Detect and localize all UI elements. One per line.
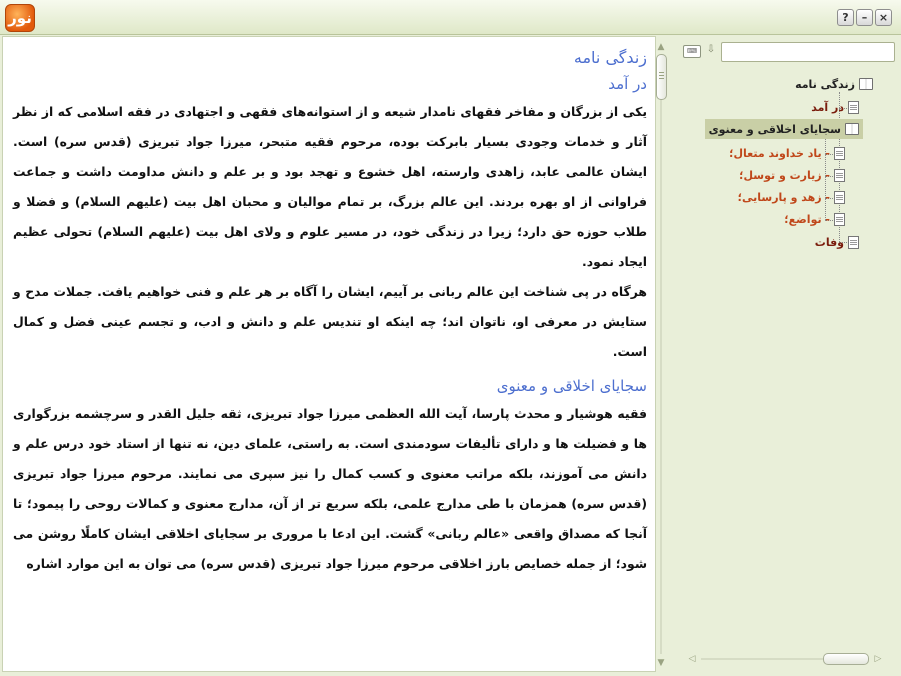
document-icon xyxy=(848,236,859,249)
keyboard-icon[interactable]: ⌨ xyxy=(683,45,701,58)
horizontal-scrollbar[interactable] xyxy=(687,652,885,666)
scroll-down-arrow-icon[interactable]: ▼ xyxy=(657,658,665,668)
book-icon xyxy=(845,123,859,135)
table-of-contents-tree xyxy=(675,36,897,636)
section-heading: سجایای اخلاقی و معنوی xyxy=(496,377,647,395)
tree-item-yad-khoda[interactable] xyxy=(729,145,845,161)
tree-node-label: زندگی نامه xyxy=(795,77,855,91)
sidebar xyxy=(675,36,897,670)
tree-root-zendegi-nameh[interactable] xyxy=(795,76,873,92)
tree-node-label: - یاد خداوند متعال؛ xyxy=(729,146,830,160)
title-bar xyxy=(0,0,901,35)
tree-node-label: - زهد و پارسایی؛ xyxy=(737,190,830,204)
tree-node-label: - تواضع؛ xyxy=(784,212,830,226)
download-arrow-icon[interactable]: ⇩ xyxy=(706,44,716,55)
document-title: زندگی نامه xyxy=(573,48,647,67)
scroll-left-arrow-icon[interactable]: ◁ xyxy=(688,654,696,664)
scroll-thumb[interactable] xyxy=(656,54,667,100)
tree-item-daramad[interactable] xyxy=(811,99,859,115)
document-pane xyxy=(2,36,656,672)
scroll-up-arrow-icon[interactable]: ▲ xyxy=(657,42,665,52)
tree-item-vafat[interactable] xyxy=(815,234,859,250)
tree-node-label: - زیارت و توسل؛ xyxy=(739,168,830,182)
tree-item-tavazo[interactable] xyxy=(784,211,845,227)
vertical-scrollbar[interactable] xyxy=(655,42,667,670)
document-icon xyxy=(834,191,845,204)
document-icon xyxy=(848,101,859,114)
paragraph: هرگاه در پی شناخت این عالم ربانی بر آییم، ایشان را آگاه بر هر علم و فنی خواهیم یافت. جملات مدح و ستایش در معرفی او، ناتوان اند؛ چه اینکه او تندیس علم و دانش و ادب، و تجسم عینی فضل و کمال است. xyxy=(13,284,647,359)
section-heading: در آمد xyxy=(608,75,647,93)
tree-item-sajaya[interactable] xyxy=(705,119,863,139)
scroll-right-arrow-icon[interactable]: ▷ xyxy=(874,654,882,664)
document-icon xyxy=(834,213,845,226)
app-logo[interactable]: نور xyxy=(5,4,35,32)
minimize-button[interactable]: – xyxy=(856,9,873,26)
scroll-track[interactable] xyxy=(660,58,662,654)
document-icon xyxy=(834,169,845,182)
tree-node-label: سجایای اخلاقی و معنوی xyxy=(708,122,841,136)
paragraph: فقیه هوشیار و محدث پارسا، آیت الله العظمی میرزا جواد تبریزی، ثقه جلیل القدر و سرچشمه بزرگواری ها و فضیلت ها و دارای تألیفات سودمندی است. به راستی، علمای دین، نه تنها از استاد خود درس علم و دانش می آموزند، بلکه مراتب معنوی و کسب کمال را نیز سپری می نمایند. مرحوم میرزا جواد تبریزی (قدس سره) همزمان با طی مدارج علمی، بلکه سریع تر از آن، مدارج معنوی و کمالات روحی را پیمود؛ تا آنجا که مصداق واقعی «عالم ربانی» گشت. این ادعا با مروری بر سجایای اخلاقی ایشان کاملًا روشن می شود؛ از جمله خصایص بارز اخلاقی مرحوم میرزا جواد تبریزی (قدس سره) می توان به این موارد اشاره xyxy=(13,406,647,571)
tree-node-label: در آمد xyxy=(811,100,844,114)
tree-item-ziarat[interactable] xyxy=(739,167,845,183)
paragraph: یکی از بزرگان و مفاخر فقهای نامدار شیعه و از استوانه‌های فقهی و اجتهادی در فقه اسلامی که از نظر آثار و خدمات وجودی بسیار بابرکت بوده، مرحوم فقیه متبحر، میرزا جواد تبریزی (قدس سره) است. ایشان عالمی عابد، زاهدی وارسته، اهل خشوع و تهجد بود و بر علم و دانش مداومت داشت و جماعت فراوانی از او بهره بردند. این عالم بزرگ، بر تمام موالیان و محبان اهل بیت (علیهم السلام) و فضلا و طلاب حوزه حق دارد؛ زیرا در زندگی خود، در مسیر علوم و ولای اهل بیت (علیهم السلام) تحولی عظیم ایجاد نمود. xyxy=(13,104,647,269)
close-button[interactable]: × xyxy=(875,9,892,26)
scroll-thumb[interactable] xyxy=(823,653,869,665)
help-button[interactable]: ? xyxy=(837,9,854,26)
tree-item-zohd[interactable] xyxy=(738,189,845,205)
document-icon xyxy=(834,147,845,160)
book-icon xyxy=(859,78,873,90)
document-content xyxy=(13,45,647,579)
tree-node-label: وفات xyxy=(814,235,844,249)
